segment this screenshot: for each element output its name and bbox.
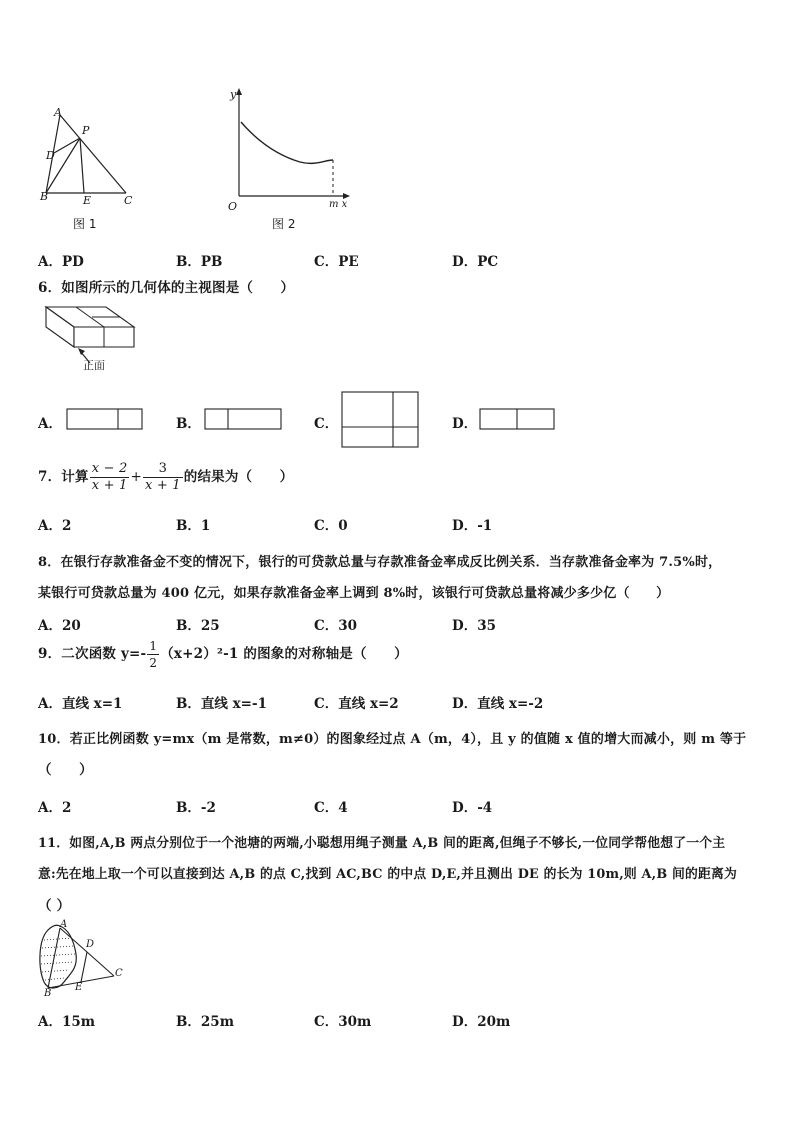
q6-option-a-view[interactable] bbox=[66, 408, 144, 432]
q6-option-b-view[interactable] bbox=[204, 408, 284, 432]
q7-fraction-2 bbox=[143, 461, 183, 494]
q7-frac1-denominator: x + 1 bbox=[91, 478, 128, 493]
q5-option-a[interactable]: A．PD bbox=[38, 254, 84, 270]
q6-option-a-letter[interactable]: A． bbox=[38, 416, 62, 432]
q10-option-a[interactable]: A．2 bbox=[38, 800, 72, 816]
q11-line-1: 11．如图,A,B 两点分别位于一个池塘的两端,小聪想用绳子测量 A,B 间的距离,但绳子不够长,一位同学帮他想了一个主 bbox=[38, 836, 726, 851]
q7-plus: + bbox=[130, 469, 142, 485]
q11-label-e: E bbox=[75, 982, 83, 993]
fig2-label-y: y bbox=[230, 88, 237, 101]
q8-option-a[interactable]: A．20 bbox=[38, 618, 81, 634]
q9-suffix: （x+2）²-1 的图象的对称轴是（ ） bbox=[160, 646, 408, 662]
q10-line-1: 10．若正比例函数 y=mx（m 是常数，m≠0）的图象经过点 A（m，4），且 y 的值随 x 值的增大而减小，则 m 等于 bbox=[38, 732, 747, 747]
q7-option-c[interactable]: C．0 bbox=[314, 518, 348, 534]
figure-2-graph bbox=[225, 86, 355, 206]
q8-line-1: 8．在银行存款准备金不变的情况下，银行的可贷款总量与存款准备金率成反比例关系．当存款准备金率为 7.5%时， bbox=[38, 555, 722, 570]
q7-frac2-numerator: 3 bbox=[143, 461, 183, 478]
q10-option-b[interactable]: B．-2 bbox=[176, 800, 216, 816]
q5-option-d[interactable]: D．PC bbox=[452, 254, 499, 270]
q8-line-2: 某银行可贷款总量为 400 亿元，如果存款准备金率上调到 8%时，该银行可贷款总量将减少多少亿（ ） bbox=[38, 586, 670, 601]
q7-fraction-1 bbox=[90, 461, 130, 494]
fig1-caption: 图 1 bbox=[73, 217, 97, 231]
fig1-label-b: B bbox=[40, 190, 49, 203]
q9-option-c[interactable]: C．直线 x=2 bbox=[314, 696, 399, 712]
q7-option-a[interactable]: A．2 bbox=[38, 518, 72, 534]
q9-frac-numerator: 1 bbox=[149, 639, 158, 653]
q9-frac-denominator: 2 bbox=[149, 656, 158, 670]
q6-option-b-letter[interactable]: B． bbox=[176, 416, 201, 432]
q8-option-b[interactable]: B．25 bbox=[176, 618, 220, 634]
q6-option-c-letter[interactable]: C． bbox=[314, 416, 339, 432]
q5-option-c[interactable]: C．PE bbox=[314, 254, 359, 270]
q11-label-b: B bbox=[44, 988, 52, 999]
q8-option-c[interactable]: C．30 bbox=[314, 618, 358, 634]
q11-label-a: A bbox=[60, 919, 68, 930]
q11-label-d: D bbox=[86, 939, 95, 950]
q11-label-c: C bbox=[115, 968, 123, 979]
q11-option-a[interactable]: A．15m bbox=[38, 1014, 96, 1030]
q10-option-c[interactable]: C．4 bbox=[314, 800, 348, 816]
q6-stem: 6．如图所示的几何体的主视图是（ ） bbox=[38, 280, 295, 296]
q7-option-b[interactable]: B．1 bbox=[176, 518, 211, 534]
q10-option-d[interactable]: D．-4 bbox=[452, 800, 493, 816]
fig1-label-a: A bbox=[54, 106, 62, 119]
fig2-label-o: O bbox=[228, 200, 238, 213]
q8-option-d[interactable]: D．35 bbox=[452, 618, 496, 634]
fig1-label-c: C bbox=[124, 194, 133, 207]
q6-option-d-letter[interactable]: D． bbox=[452, 416, 478, 432]
fig2-label-mx: m x bbox=[329, 199, 348, 210]
q11-line-3: （ ） bbox=[38, 898, 71, 914]
q6-option-c-view[interactable] bbox=[341, 391, 421, 449]
q9-fraction bbox=[147, 638, 159, 671]
fig1-label-e: E bbox=[83, 194, 92, 207]
q6-front-label: 正面 bbox=[83, 359, 105, 372]
q9-option-d[interactable]: D．直线 x=-2 bbox=[452, 696, 544, 712]
q9-prefix: 9．二次函数 y=- bbox=[38, 646, 147, 662]
q7-frac1-numerator: x − 2 bbox=[91, 461, 128, 476]
q9-option-b[interactable]: B．直线 x=-1 bbox=[176, 696, 267, 712]
q11-option-d[interactable]: D．20m bbox=[452, 1014, 511, 1030]
q7-suffix: 的结果为（ ） bbox=[183, 469, 294, 485]
q5-option-b[interactable]: B．PB bbox=[176, 254, 223, 270]
q6-option-d-view[interactable] bbox=[479, 408, 557, 432]
fig1-label-d: D bbox=[46, 149, 55, 162]
q11-option-b[interactable]: B．25m bbox=[176, 1014, 234, 1030]
q7-option-d[interactable]: D．-1 bbox=[452, 518, 493, 534]
q7-frac2-denominator: x + 1 bbox=[144, 478, 181, 493]
q10-line-2: （ ） bbox=[38, 762, 93, 778]
q11-line-2: 意:先在地上取一个可以直接到达 A,B 的点 C,找到 AC,BC 的中点 D,E,并且测出 DE 的长为 10m,则 A,B 间的距离为 bbox=[38, 867, 737, 882]
q9-stem bbox=[38, 638, 408, 671]
q11-option-c[interactable]: C．30m bbox=[314, 1014, 372, 1030]
fig1-label-p: P bbox=[82, 124, 90, 137]
q9-option-a[interactable]: A．直线 x=1 bbox=[38, 696, 123, 712]
figure-1-triangle bbox=[36, 105, 146, 225]
fig2-caption: 图 2 bbox=[272, 217, 296, 231]
q7-prefix: 7．计算 bbox=[38, 469, 89, 485]
q7-stem bbox=[38, 461, 293, 494]
